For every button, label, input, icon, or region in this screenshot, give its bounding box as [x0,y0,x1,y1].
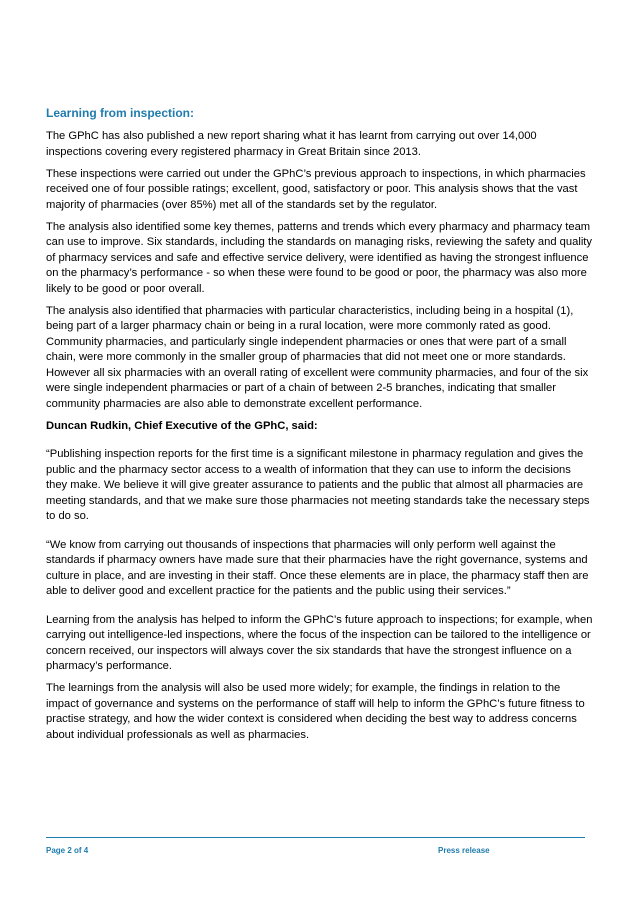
quote-paragraph-1: “Publishing inspection reports for the first time is a significant milestone in pharmacy regulation and gives the public and the pharmacy sector access to a wealth of information that they can use to inform the decisions they make. We believe it will give greater assurance to patients and the public that almost all pharmacies are meeting standards, and that we make sure those pharmacies not meeting standards take the necessary steps to do so. [46,448,590,522]
quote-attribution: Duncan Rudkin, Chief Executive of the GPhC, said: [46,419,318,432]
paragraph-report-intro: The GPhC has also published a new report sharing what it has learnt from carrying out over 14,000 inspections covering every registered pharmacy in Great Britain since 2013. [46,130,537,158]
paragraph-future-approach: Learning from the analysis has helped to inform the GPhC’s future approach to inspections; for example, when carrying out intelligence-led inspections, where the focus of the inspection can be tailored to the intelligence or concern received, our inspectors will always cover the six standards that have the strongest influence on a pharmacy’s performance. [46,613,593,672]
page-body [46,106,594,750]
paragraph-pharmacy-characteristics: The analysis also identified that pharmacies with particular characteristics, including being in a hospital (1), being part of a larger pharmacy chain or being in a rural location, were more commonly rated as good. Community pharmacies, and particularly single independent pharmacies or ones that were part of a small chain, were more commonly in the smaller group of pharmacies that did not meet one or more standards. However all six pharmacies with an overall rating of excellent were community pharmacies, and four of the six were single independent pharmacies or part of a chain of between 2-5 branches, indicating that smaller community pharmacies are also able to demonstrate excellent performance. [46,304,589,410]
quote-paragraph-2: “We know from carrying out thousands of inspections that pharmacies will only perform well against the standards if pharmacy owners have made sure that their pharmacies have the right governance, systems and culture in place, and are investing in their staff. Once these elements are in place, the pharmacy staff then are able to deliver good and excellent practice for the patients and the public using their services.” [46,538,589,597]
section-heading: Learning from inspection: [46,106,195,120]
paragraph-inspection-ratings: These inspections were carried out under the GPhC’s previous approach to inspections, in which pharmacies received one of four possible ratings; excellent, good, satisfactory or poor. This analysis shows that the vast majority of pharmacies (over 85%) met all of the standards set by the regulator. [46,167,586,211]
footer-document-type: Press release [438,846,490,855]
footer-page-number: Page 2 of 4 [46,846,89,855]
footer-divider [46,837,585,838]
paragraph-key-themes: The analysis also identified some key themes, patterns and trends which every pharmacy and pharmacy team can use to improve. Six standards, including the standards on managing risks, reviewing the safety and quality of pharmacy services and safe and effective service delivery, were identified as having the strongest influence on the pharmacy’s performance - so when these were found to be good or poor, the pharmacy was also more likely to be good or poor overall. [46,220,593,295]
paragraph-wider-use: The learnings from the analysis will also be used more widely; for example, the findings in relation to the impact of governance and systems on the performance of staff will help to inform the GPhC’s future fitness to practise strategy, and how the wider context is considered when deciding the best way to address concerns about individual professionals as well as pharmacies. [46,682,585,741]
